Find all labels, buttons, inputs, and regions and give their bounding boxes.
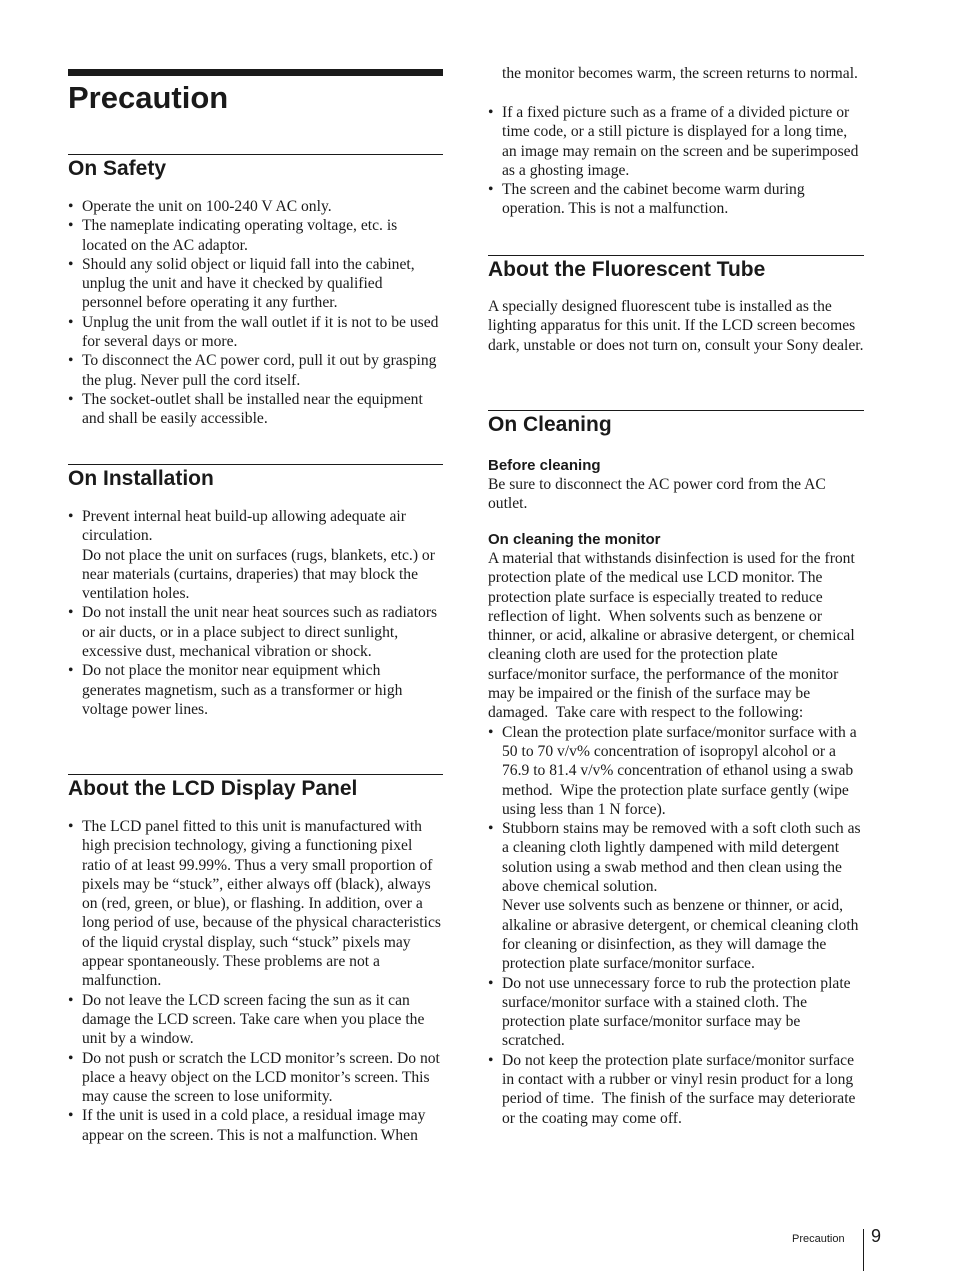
section-on-safety — [68, 154, 443, 180]
fluorescent-body — [488, 297, 864, 355]
lcd-panel-heading: About the LCD Display Panel — [68, 777, 358, 800]
continued-text — [502, 64, 864, 83]
list-item: • Should any solid object or liquid fall into the cabinet, unplug the unit and have it checked by qualified personnel before operating it any further. — [68, 255, 443, 313]
list-item: • The socket-outlet shall be installed near the equipment and shall be easily accessible. — [68, 390, 443, 429]
fluorescent-heading: About the Fluorescent Tube — [488, 258, 766, 281]
list-item: • If a fixed picture such as a frame of a divided picture or time code, or a still picture is displayed for a long time, an image may remain on the screen and be superimposed as a ghosting image. — [488, 103, 864, 180]
list-item — [68, 507, 443, 603]
section-fluorescent-tube — [488, 255, 864, 281]
list-item: • Do not use unnecessary force to rub the protection plate surface/monitor surface with a stained cloth. The protection plate surface/monitor surface may be scratched. — [488, 974, 864, 1051]
on-cleaning-heading: On Cleaning — [488, 413, 612, 436]
list-item: • Unplug the unit from the wall outlet if it is not to be used for several days or more. — [68, 313, 443, 352]
section-on-installation — [68, 464, 443, 490]
on-safety-list — [68, 197, 443, 429]
before-cleaning-paragraph: Be sure to disconnect the AC power cord from the AC outlet. — [488, 476, 826, 513]
on-installation-heading: On Installation — [68, 467, 214, 490]
before-cleaning-heading: Before cleaning — [488, 457, 601, 474]
cleaning-monitor-paragraph: A material that withstands disinfection is used for the front protection plate of the medical use LCD monitor. The protection plate surface is especially treated to reduce reflection of light. When solvents such as benzene or thinner, or acid, alkaline or abrasive detergent, or chemical cleaning cloth are used for the protection plate surface/monitor surface, the performance of the monitor may be impaired or the finish of the surface may be damaged. Take care with respect to the following: — [488, 550, 855, 722]
list-item-text: Prevent internal heat build-up allowing adequate air circulation. — [82, 508, 406, 545]
section-lcd-panel — [68, 774, 443, 800]
list-item-continuation: Do not place the unit on surfaces (rugs, blankets, etc.) or near materials (curtains, draperies) that may block the ventilation holes. — [82, 546, 435, 603]
footer-section-label: Precaution — [792, 1233, 845, 1245]
continued-list — [488, 103, 864, 219]
cleaning-monitor-heading: On cleaning the monitor — [488, 531, 661, 548]
page-number: 9 — [871, 1226, 882, 1246]
footer-divider — [863, 1229, 864, 1271]
list-item: • Do not install the unit near heat sources such as radiators or air ducts, or in a place subject to direct sunlight, excessive dust, mechanical vibration or shock. — [68, 603, 443, 661]
list-item-text: Stubborn stains may be removed with a soft cloth such as a cleaning cloth lightly dampened with mild detergent solution using a swab method and then clean using the above chemical solution. — [502, 820, 861, 896]
list-item: • Clean the protection plate surface/monitor surface with a 50 to 70 v/v% concentration of isopropyl alcohol or a 76.9 to 81.4 v/v% concentration of ethanol using a swab method. Wipe the protection plate surface gently (wipe using less than 1 N force). — [488, 723, 864, 819]
list-item: • If the unit is used in a cold place, a residual image may appear on the screen. This is not a malfunction. When — [68, 1106, 443, 1145]
list-item: • Do not leave the LCD screen facing the sun as it can damage the LCD screen. Take care when you place the unit by a window. — [68, 991, 443, 1049]
cleaning-monitor — [488, 530, 864, 1128]
on-safety-heading: On Safety — [68, 157, 167, 180]
fluorescent-paragraph: A specially designed fluorescent tube is installed as the lighting apparatus for this unit. If the LCD screen becomes dark, unstable or does not turn on, consult your Sony dealer. — [488, 298, 864, 354]
list-item: • Operate the unit on 100-240 V AC only. — [68, 197, 443, 216]
before-cleaning — [488, 456, 864, 514]
section-on-cleaning — [488, 410, 864, 436]
list-item: • The nameplate indicating operating voltage, etc. is located on the AC adaptor. — [68, 216, 443, 255]
list-item-continuation: Never use solvents such as benzene or thinner, or acid, alkaline or abrasive detergent, or chemical cleaning cloth for cleaning or disinfection, as they will damage the protection plate surface/monitor surface. — [502, 897, 859, 973]
list-item: • To disconnect the AC power cord, pull it out by grasping the plug. Never pull the cord itself. — [68, 351, 443, 390]
list-item: • The screen and the cabinet become warm during operation. This is not a malfunction. — [488, 180, 864, 219]
lcd-panel-list — [68, 817, 443, 1145]
continued-paragraph: the monitor becomes warm, the screen returns to normal. — [502, 65, 858, 82]
list-item: • The LCD panel fitted to this unit is manufactured with high precision technology, giving a functioning pixel ratio of at least 99.99%. Thus a very small proportion of pixels may be “stuck”, either always off (black), always on (red, green, or blue), or flashing. In addition, over a long period of use, because of the physical characteristics of the liquid crystal display, such “stuck” pixels may appear spontaneously. These problems are not a malfunction. — [68, 817, 443, 991]
list-item: • Do not place the monitor near equipment which generates magnetism, such as a transformer or high voltage power lines. — [68, 661, 443, 719]
page-title: Precaution — [68, 80, 229, 115]
list-item: • Do not keep the protection plate surface/monitor surface in contact with a rubber or vinyl resin product for a long period of time. The finish of the surface may deteriorate or the coating may come off. — [488, 1051, 864, 1128]
title-rule — [68, 69, 443, 76]
list-item — [488, 819, 864, 973]
on-installation-list — [68, 507, 443, 719]
list-item: • Do not push or scratch the LCD monitor’s screen. Do not place a heavy object on the LCD monitor’s screen. This may cause the screen to lose uniformity. — [68, 1049, 443, 1107]
